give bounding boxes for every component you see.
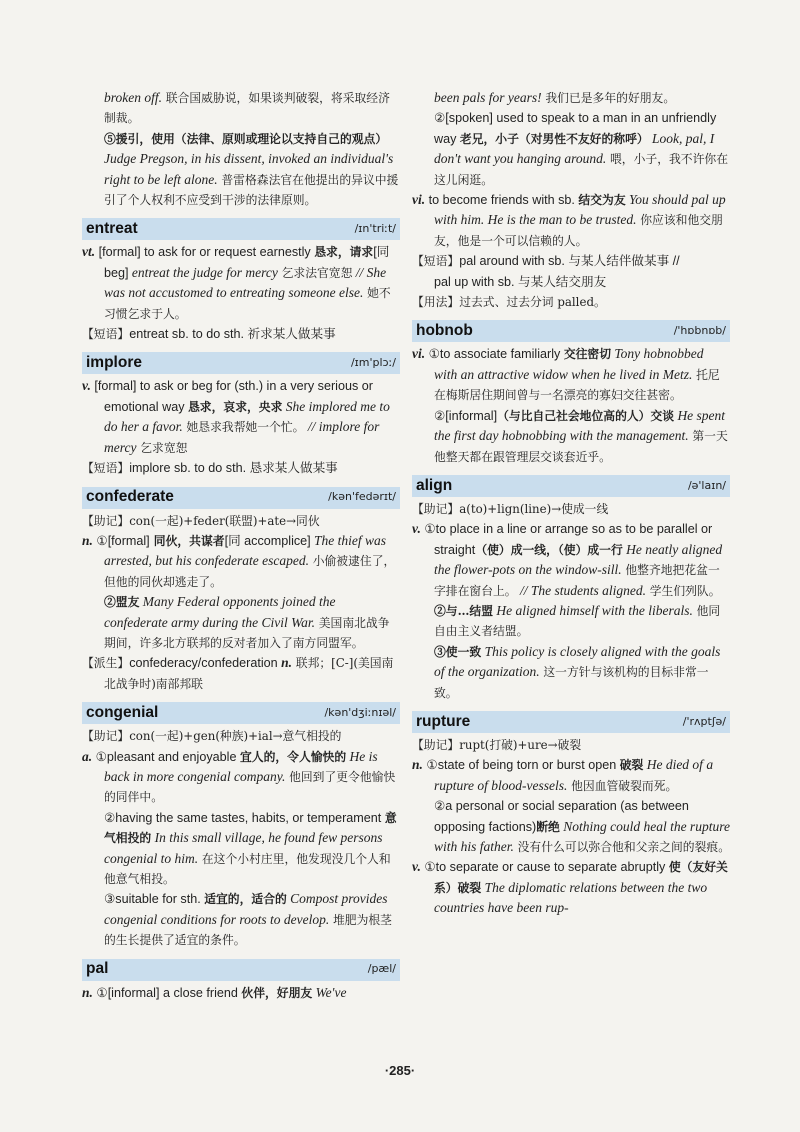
phrase: 【短语】implore sb. to do sth. 恳求某人做某事 (82, 461, 338, 476)
headword: rupture (416, 712, 471, 730)
right-column (412, 88, 730, 919)
entry-header-rupture (412, 711, 730, 733)
headword: confederate (86, 488, 174, 506)
usage: 【用法】过去式、过去分词 palled。 (412, 295, 606, 310)
sense-2: ②a personal or social separation (as between opposing factions)断绝 Nothing could heal the rupture with his father. 没有什么可以弥合他和父亲之间的裂痕。 (434, 799, 730, 854)
mnemonic: 【助记】con(一起)+feder(联盟)+ate→同伙 (82, 513, 320, 528)
pal-continuation: been pals for years! 我们已是多年的好朋友。 (434, 90, 676, 105)
mnemonic: 【助记】a(to)+lign(line)→使成一线 (412, 501, 609, 516)
pal-sense-2: ②[spoken] used to speak to a man in an unfriendly way 老兄，小子（对男性不友好的称呼） Look, pal, I don't want you hanging around. 喂，小子，我不许你在这儿闲逛。 (434, 111, 728, 187)
sense-3: ③使一致 This policy is closely aligned with the goals of the organization. 这一方针与该机构的目标非常一致。 (434, 643, 721, 700)
pronunciation: /'rʌptʃə/ (682, 714, 726, 728)
sense-1: n. ①state of being torn or burst open 破裂 He died of a rupture of blood-vessels. 他因血管破裂而死。 (412, 757, 714, 793)
definition: v. [formal] to ask or beg for (sth.) in a very serious or emotional way 恳求，哀求，央求 She implored me to do her a favor. 她恳求我帮她一个忙。 // implore for mercy 乞求宽恕 (82, 378, 390, 455)
sense-2: ②having the same tastes, habits, or temperament 意气相投的 In this small village, he found few persons congenial to him. 在这个小村庄里，他发现没几个人和他意气相投。 (104, 810, 397, 886)
pronunciation: /pæl/ (367, 962, 396, 976)
phrase-2: pal up with sb. 与某人结交朋友 (434, 274, 607, 289)
entry-header-hobnob (412, 320, 730, 342)
sense-1: vi. ①to associate familiarly 交往密切 Tony hobnobbed with an attractive widow when he lived in Metz. 托尼在梅斯居住期间曾与一名漂亮的寡妇交往甚密。 (412, 346, 720, 403)
headword: pal (86, 960, 109, 978)
pronunciation: /kən'dʒiːnɪəl/ (324, 705, 396, 719)
phrase: 【短语】entreat sb. to do sth. 祈求某人做某事 (82, 327, 336, 342)
entry-header-pal (82, 959, 400, 981)
sense-1: v. ①to place in a line or arrange so as to be parallel or straight（使）成一线，（使）成一行 He neatly aligned the flower-pots on the window-sill. 他整齐地把花盆一字排在窗台上。 // The students aligned. 学生们列队。 (412, 521, 723, 598)
pronunciation: /'hɒbnɒb/ (673, 324, 726, 338)
sense-2: ②与…结盟 He aligned himself with the liberals. 他同自由主义者结盟。 (434, 602, 721, 639)
page-number: ·285· (384, 1063, 416, 1078)
sense-1: a. ①pleasant and enjoyable 宜人的，令人愉快的 He is back in more congenial company. 他回到了更令他愉快的同伴中。 (82, 748, 396, 805)
entry-header-confederate (82, 487, 400, 509)
headword: congenial (86, 703, 159, 721)
pronunciation: /kən'fedərɪt/ (328, 490, 396, 504)
pal-verb: vi. to become friends with sb. 结交为友 You should pal up with him. He is the man to be trusted. 你应该和他交朋友，他是一个可以信赖的人。 (412, 192, 726, 248)
entry-header-entreat (82, 218, 400, 240)
headword: align (416, 476, 453, 494)
headword: hobnob (416, 322, 473, 340)
entry-header-congenial (82, 702, 400, 724)
entry-header-implore (82, 352, 400, 374)
verb-sense-1: v. ①to separate or cause to separate abruptly 使（友好关系）破裂 The diplomatic relations between the two countries have been rup- (412, 859, 728, 916)
sense-1: n. ①[informal] a close friend 伙伴，好朋友 We've (82, 984, 347, 1000)
pronunciation: /ɪm'plɔː/ (350, 356, 396, 370)
sense-1: n. ①[formal] 同伙，共谋者[同 accomplice] The thief was arrested, but his confederate escaped. 小偷被逮住了，但他的同伙却逃走了。 (82, 532, 396, 589)
headword: implore (86, 354, 142, 372)
headword: entreat (86, 220, 138, 238)
phrase: 【短语】pal around with sb. 与某人结伴做某事 // (412, 254, 680, 269)
derivative: 【派生】confederacy/confederation n. 联邦；[C-](美国南北战争时)南部邦联 (82, 655, 394, 691)
entry-header-align (412, 475, 730, 497)
sense-2: ②[informal]（与比自己社会地位高的人）交谈 He spent the first day hobnobbing with the management. 第一天他整天都在跟管理层交谈套近乎。 (434, 407, 728, 464)
invoke-continuation: broken off. 联合国威胁说，如果谈判破裂，将采取经济制裁。 (104, 90, 390, 126)
sense-3: ③suitable for sth. 适宜的，适合的 Compost provides congenial conditions for roots to develop. 堆肥为根茎的生长提供了适宜的条件。 (104, 891, 392, 948)
pronunciation: /ɪn'triːt/ (354, 222, 396, 236)
left-column (82, 88, 400, 1003)
mnemonic: 【助记】rupt(打破)+ure→破裂 (412, 737, 582, 752)
sense-2: ②盟友 Many Federal opponents joined the confederate army during the Civil War. 美国南北战争期间，许多北方联邦的反对者加入了南方同盟军。 (104, 594, 390, 650)
mnemonic: 【助记】con(一起)+gen(种族)+ial→意气相投的 (82, 729, 342, 744)
invoke-sense-5: ⑤援引，使用（法律、原则或理论以支持自己的观点） Judge Pregson, in his dissent, invoked an individual's right to be left alone. 普雷格森法官在他提出的异议中援引了个人权利不应受到干涉的法律原则。 (104, 131, 399, 208)
definition: vt. [formal] to ask for or request earnestly 恳求，请求[同 beg] entreat the judge for mercy 乞求法官宽恕 // She was not accustomed to entreating someone else. 她不习惯乞求于人。 (82, 244, 391, 321)
pronunciation: /ə'laɪn/ (687, 478, 726, 492)
